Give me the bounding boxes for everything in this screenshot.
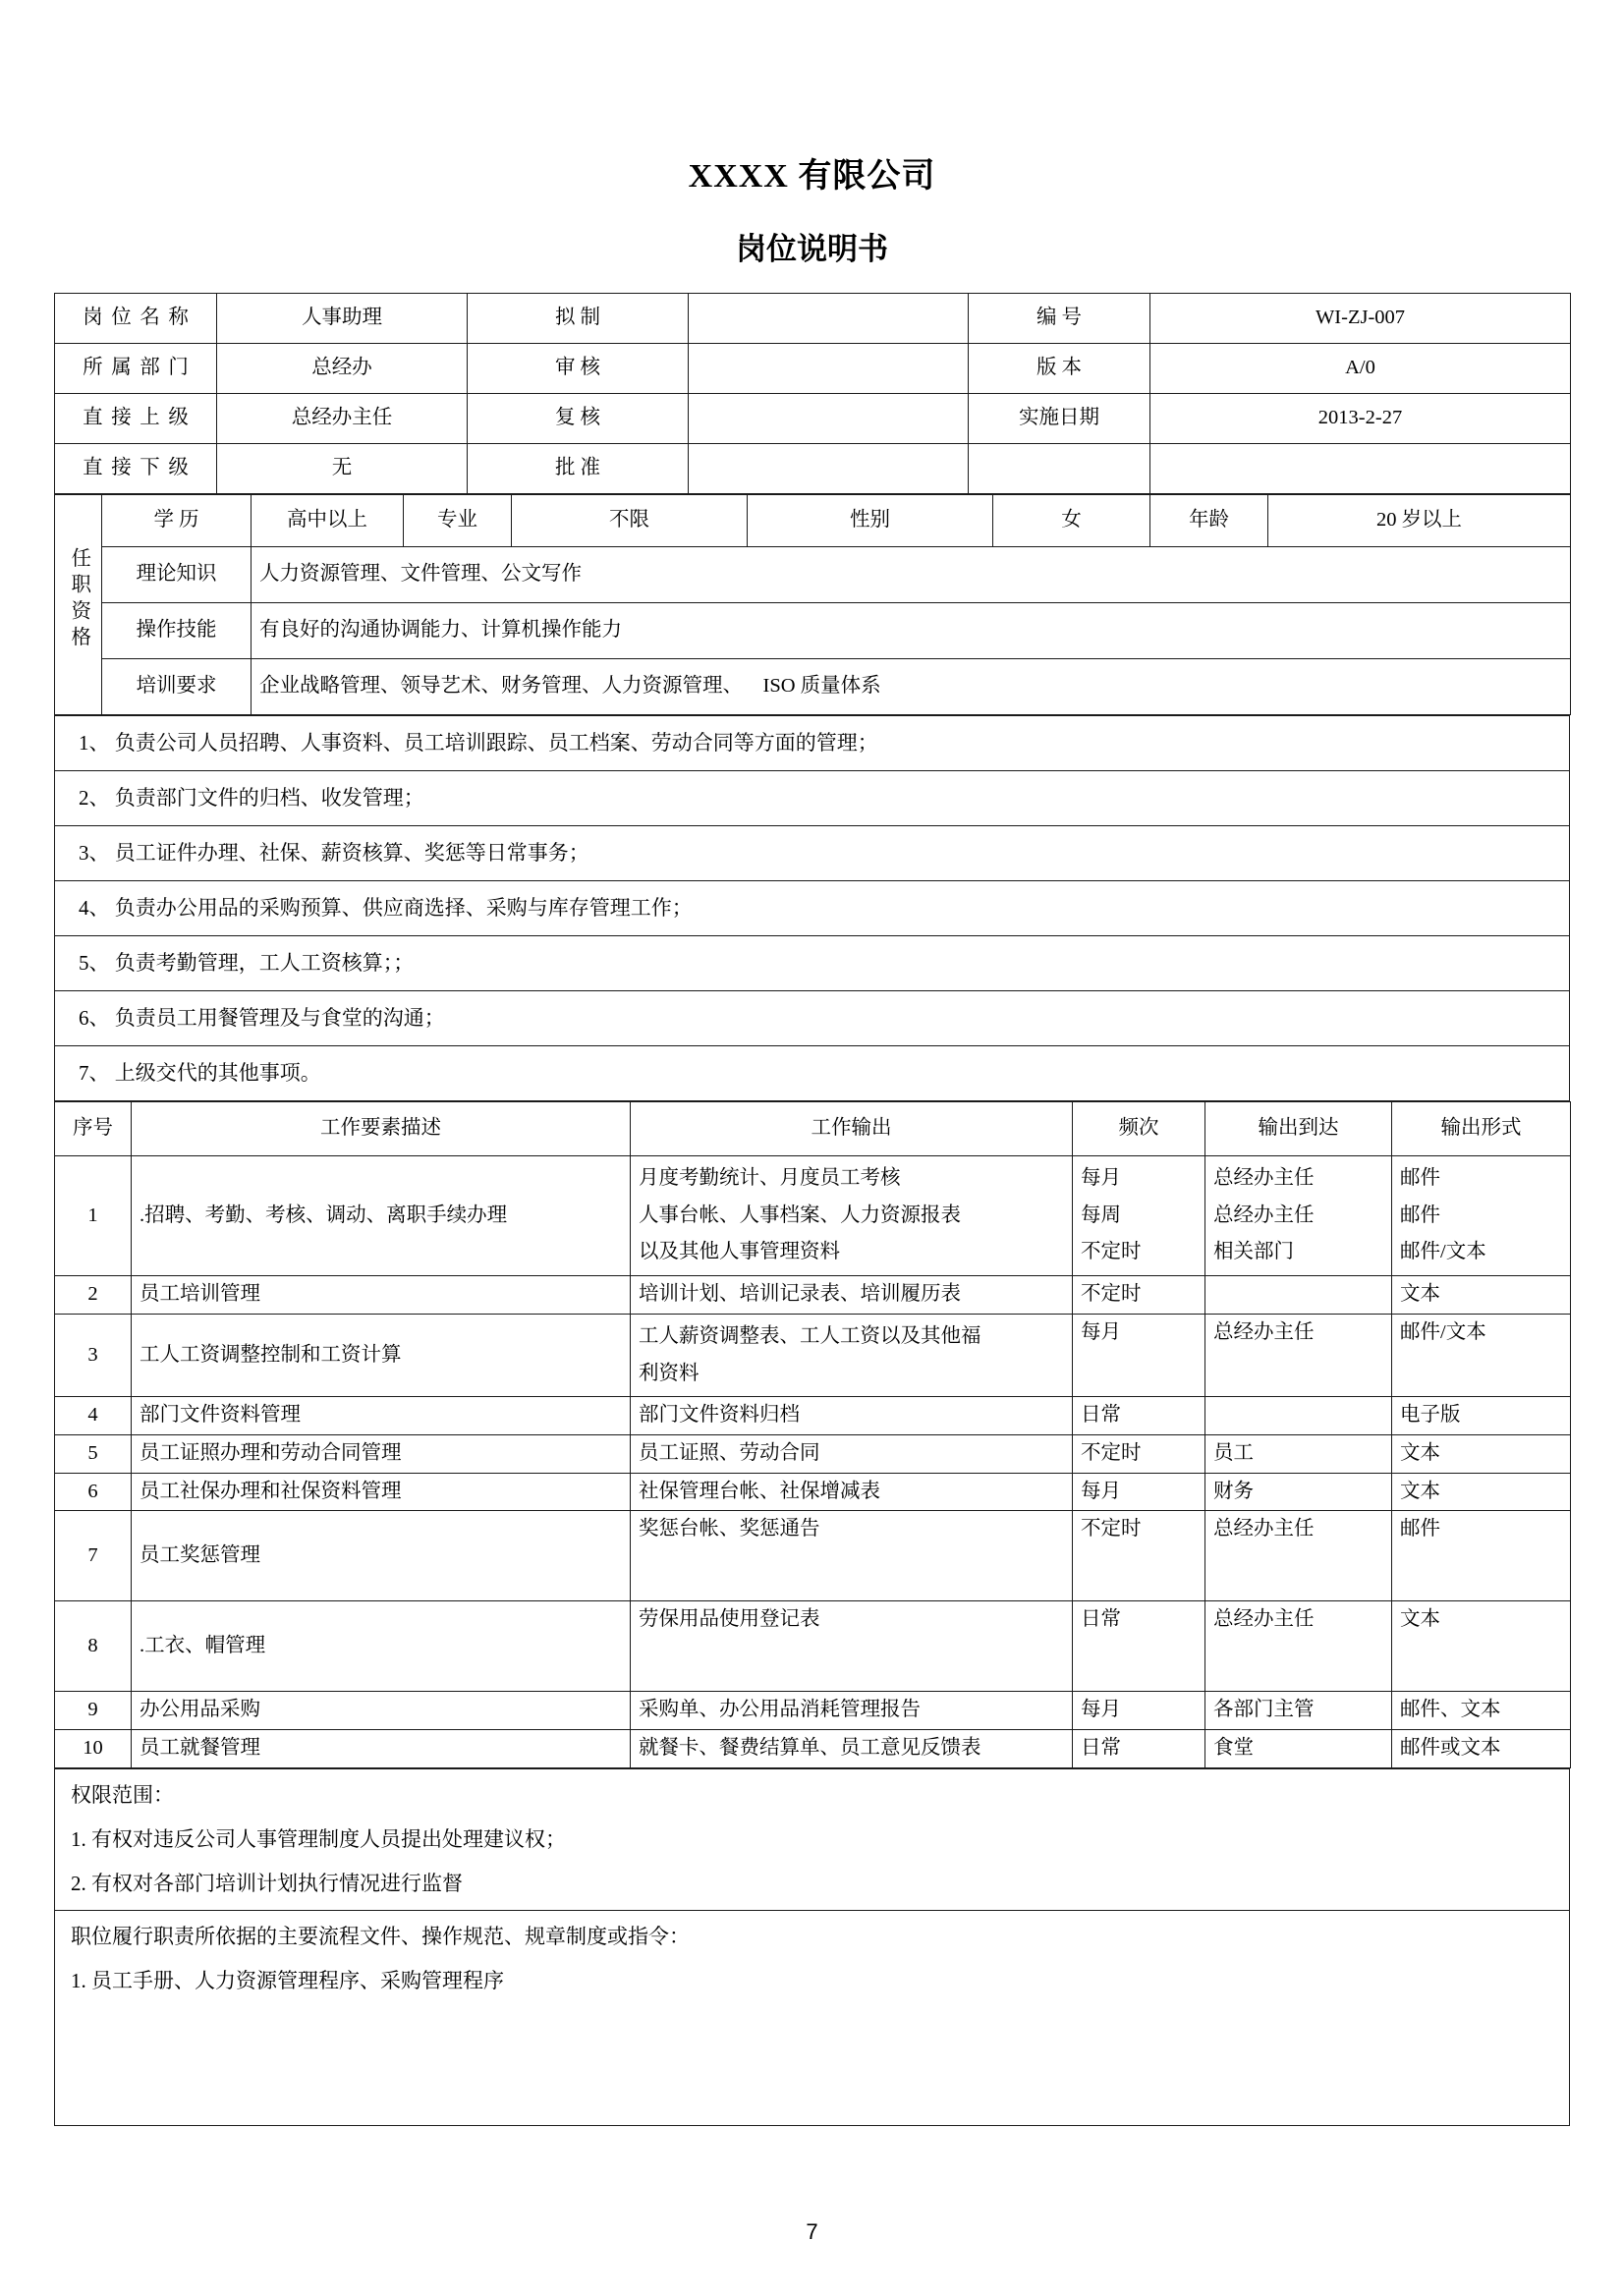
reviewed-value — [689, 343, 969, 393]
row-no: 1 — [55, 1155, 132, 1275]
row-output: 劳保用品使用登记表 — [631, 1601, 1073, 1692]
page-title: 岗位说明书 — [736, 231, 888, 266]
version-label: 版 本 — [969, 343, 1150, 393]
row-recipient — [1205, 1155, 1392, 1275]
references-cell — [55, 1910, 1570, 2125]
table-row — [55, 990, 1570, 1045]
row-format — [1392, 1155, 1571, 1275]
row-output: 社保管理台帐、社保增减表 — [631, 1473, 1073, 1511]
row-frequency: 不定时 — [1073, 1511, 1205, 1601]
theory-label: 理论知识 — [102, 546, 252, 602]
table-row — [55, 935, 1570, 990]
row-recipient: 财务 — [1205, 1473, 1392, 1511]
skill-value: 有良好的沟通协调能力、计算机操作能力 — [252, 602, 1571, 658]
row-no: 8 — [55, 1601, 132, 1692]
drafted-label: 拟 制 — [468, 293, 689, 343]
qualification-section-text: 任职资格 — [67, 547, 89, 652]
row-description: 办公用品采购 — [132, 1692, 631, 1730]
row-no: 6 — [55, 1473, 132, 1511]
col-header-format: 输出形式 — [1392, 1101, 1571, 1155]
duty-item: 3、 员工证件办理、社保、薪资核算、奖惩等日常事务； — [79, 840, 589, 865]
approved-value — [689, 443, 969, 493]
row-recipient — [1205, 1276, 1392, 1315]
qualification-section-label — [55, 494, 102, 714]
references-item: 1. 员工手册、人力资源管理程序、采购管理程序 — [71, 1968, 504, 1992]
training-value: 企业战略管理、领导艺术、财务管理、人力资源管理、 ISO 质量体系 — [252, 658, 1571, 714]
row-output: 培训计划、培训记录表、培训履历表 — [631, 1276, 1073, 1315]
doc-number-value: WI-ZJ-007 — [1150, 293, 1571, 343]
table-row — [55, 1314, 1571, 1396]
row-recipient: 总经办主任 — [1205, 1601, 1392, 1692]
row-frequency: 每月 — [1073, 1314, 1205, 1396]
table-row — [55, 343, 1571, 393]
recipient-line: 总经办主任 — [1213, 1204, 1315, 1226]
row-frequency: 日常 — [1073, 1730, 1205, 1768]
row-frequency: 每月 — [1073, 1473, 1205, 1511]
blank-label — [969, 443, 1150, 493]
table-row — [55, 1045, 1570, 1100]
row-output: 奖惩台帐、奖惩通告 — [631, 1511, 1073, 1601]
company-title: XXXX 有限公司 — [688, 158, 936, 195]
table-row — [55, 1910, 1570, 2125]
freq-line: 每周 — [1081, 1204, 1121, 1226]
duty-item: 4、 负责办公用品的采购预算、供应商选择、采购与库存管理工作； — [79, 895, 693, 920]
row-recipient: 总经办主任 — [1205, 1314, 1392, 1396]
authority-item: 1. 有权对违反公司人事管理制度人员提出处理建议权； — [71, 1826, 566, 1851]
row-no: 7 — [55, 1511, 132, 1601]
header-info-table — [54, 293, 1571, 494]
row-format: 文本 — [1392, 1276, 1571, 1315]
approved-label: 批 准 — [468, 443, 689, 493]
duty-item: 7、 上级交代的其他事项。 — [79, 1060, 321, 1085]
table-row — [55, 1692, 1571, 1730]
row-format: 文本 — [1392, 1435, 1571, 1474]
row-description: 部门文件资料管理 — [132, 1397, 631, 1435]
table-row — [55, 1473, 1571, 1511]
blank-value — [1150, 443, 1571, 493]
row-output — [631, 1155, 1073, 1275]
output-line: 以及其他人事管理资料 — [639, 1241, 840, 1263]
output-line: 人事台帐、人事档案、人力资源报表 — [639, 1204, 961, 1226]
output-line: 工人薪资调整表、工人工资以及其他福 — [639, 1324, 981, 1347]
recipient-line: 相关部门 — [1213, 1241, 1294, 1263]
gender-label: 性别 — [748, 494, 993, 546]
table-row — [55, 715, 1570, 770]
table-row — [55, 443, 1571, 493]
col-header-description: 工作要素描述 — [132, 1101, 631, 1155]
row-output: 就餐卡、餐费结算单、员工意见反馈表 — [631, 1730, 1073, 1768]
work-elements-table — [54, 1101, 1571, 1768]
subordinate-label: 直接下级 — [55, 443, 217, 493]
table-row — [55, 546, 1571, 602]
authority-table — [54, 1768, 1570, 2126]
blank-space — [63, 2003, 1561, 2121]
format-line: 邮件 — [1400, 1166, 1440, 1189]
row-frequency: 不定时 — [1073, 1435, 1205, 1474]
table-row — [55, 494, 1571, 546]
duty-item: 6、 负责员工用餐管理及与食堂的沟通； — [79, 1005, 445, 1030]
row-description: 工人工资调整控制和工资计算 — [132, 1314, 631, 1396]
department-value: 总经办 — [217, 343, 468, 393]
row-no: 4 — [55, 1397, 132, 1435]
skill-label: 操作技能 — [102, 602, 252, 658]
table-row — [55, 1435, 1571, 1474]
table-row — [55, 658, 1571, 714]
page-number: 7 — [806, 2219, 818, 2244]
education-value: 高中以上 — [252, 494, 404, 546]
table-row — [55, 1768, 1570, 1910]
row-output: 采购单、办公用品消耗管理报告 — [631, 1692, 1073, 1730]
freq-line: 每月 — [1081, 1166, 1121, 1189]
training-label: 培训要求 — [102, 658, 252, 714]
table-row — [55, 825, 1570, 880]
table-header-row — [55, 1101, 1571, 1155]
job-title-label: 岗位名称 — [55, 293, 217, 343]
row-format: 邮件 — [1392, 1511, 1571, 1601]
department-label: 所属部门 — [55, 343, 217, 393]
table-row — [55, 293, 1571, 343]
row-format: 邮件/文本 — [1392, 1314, 1571, 1396]
table-row — [55, 393, 1571, 443]
duties-table — [54, 715, 1570, 1101]
table-row — [55, 602, 1571, 658]
job-title-value: 人事助理 — [217, 293, 468, 343]
supervisor-value: 总经办主任 — [217, 393, 468, 443]
effective-date-label: 实施日期 — [969, 393, 1150, 443]
row-description: .工衣、帽管理 — [132, 1601, 631, 1692]
age-label: 年龄 — [1150, 494, 1268, 546]
rechecked-value — [689, 393, 969, 443]
rechecked-label: 复 核 — [468, 393, 689, 443]
row-format: 文本 — [1392, 1473, 1571, 1511]
col-header-output: 工作输出 — [631, 1101, 1073, 1155]
row-recipient: 各部门主管 — [1205, 1692, 1392, 1730]
row-no: 3 — [55, 1314, 132, 1396]
col-header-recipient: 输出到达 — [1205, 1101, 1392, 1155]
row-description: 员工证照办理和劳动合同管理 — [132, 1435, 631, 1474]
row-frequency — [1073, 1155, 1205, 1275]
major-label: 专业 — [404, 494, 512, 546]
row-recipient: 总经办主任 — [1205, 1511, 1392, 1601]
authority-cell — [55, 1768, 1570, 1910]
row-no: 5 — [55, 1435, 132, 1474]
duty-item: 1、 负责公司人员招聘、人事资料、员工培训跟踪、员工档案、劳动合同等方面的管理； — [79, 730, 878, 755]
authority-title: 权限范围： — [71, 1782, 174, 1807]
authority-item: 2. 有权对各部门培训计划执行情况进行监督 — [71, 1871, 463, 1895]
duty-item: 5、 负责考勤管理，工人工资核算；； — [79, 950, 415, 975]
drafted-value — [689, 293, 969, 343]
gender-value: 女 — [993, 494, 1150, 546]
theory-value: 人力资源管理、文件管理、公文写作 — [252, 546, 1571, 602]
row-format: 邮件、文本 — [1392, 1692, 1571, 1730]
row-no: 2 — [55, 1276, 132, 1315]
row-description: 员工社保办理和社保资料管理 — [132, 1473, 631, 1511]
major-value: 不限 — [512, 494, 748, 546]
references-title: 职位履行职责所依据的主要流程文件、操作规范、规章制度或指令： — [71, 1924, 690, 1948]
subordinate-value: 无 — [217, 443, 468, 493]
table-row — [55, 1511, 1571, 1601]
table-row — [55, 1155, 1571, 1275]
row-format: 电子版 — [1392, 1397, 1571, 1435]
row-frequency: 日常 — [1073, 1397, 1205, 1435]
row-no: 9 — [55, 1692, 132, 1730]
table-row — [55, 1397, 1571, 1435]
row-frequency: 每月 — [1073, 1692, 1205, 1730]
col-header-frequency: 频次 — [1073, 1101, 1205, 1155]
row-description: 员工奖惩管理 — [132, 1511, 631, 1601]
row-output: 部门文件资料归档 — [631, 1397, 1073, 1435]
recipient-line: 总经办主任 — [1213, 1166, 1315, 1189]
freq-line: 不定时 — [1081, 1241, 1142, 1263]
row-output: 员工证照、劳动合同 — [631, 1435, 1073, 1474]
age-value: 20 岁以上 — [1268, 494, 1571, 546]
table-row — [55, 1276, 1571, 1315]
row-output — [631, 1314, 1073, 1396]
row-frequency: 不定时 — [1073, 1276, 1205, 1315]
duty-item: 2、 负责部门文件的归档、收发管理； — [79, 785, 424, 810]
table-row — [55, 880, 1570, 935]
row-format: 文本 — [1392, 1601, 1571, 1692]
col-header-no: 序号 — [55, 1101, 132, 1155]
education-label: 学 历 — [102, 494, 252, 546]
row-recipient: 食堂 — [1205, 1730, 1392, 1768]
effective-date-value: 2013-2-27 — [1150, 393, 1571, 443]
version-value: A/0 — [1150, 343, 1571, 393]
table-row — [55, 770, 1570, 825]
output-line: 月度考勤统计、月度员工考核 — [639, 1166, 901, 1189]
row-description: 员工培训管理 — [132, 1276, 631, 1315]
row-format: 邮件或文本 — [1392, 1730, 1571, 1768]
row-no: 10 — [55, 1730, 132, 1768]
reviewed-label: 审 核 — [468, 343, 689, 393]
row-description: 员工就餐管理 — [132, 1730, 631, 1768]
table-row — [55, 1601, 1571, 1692]
table-row — [55, 1730, 1571, 1768]
format-line: 邮件 — [1400, 1204, 1440, 1226]
row-description: .招聘、考勤、考核、调动、离职手续办理 — [132, 1155, 631, 1275]
doc-number-label: 编 号 — [969, 293, 1150, 343]
qualification-table — [54, 494, 1571, 715]
format-line: 邮件/文本 — [1400, 1241, 1486, 1263]
output-line: 利资料 — [639, 1362, 700, 1384]
supervisor-label: 直接上级 — [55, 393, 217, 443]
row-recipient — [1205, 1397, 1392, 1435]
row-frequency: 日常 — [1073, 1601, 1205, 1692]
row-recipient: 员工 — [1205, 1435, 1392, 1474]
